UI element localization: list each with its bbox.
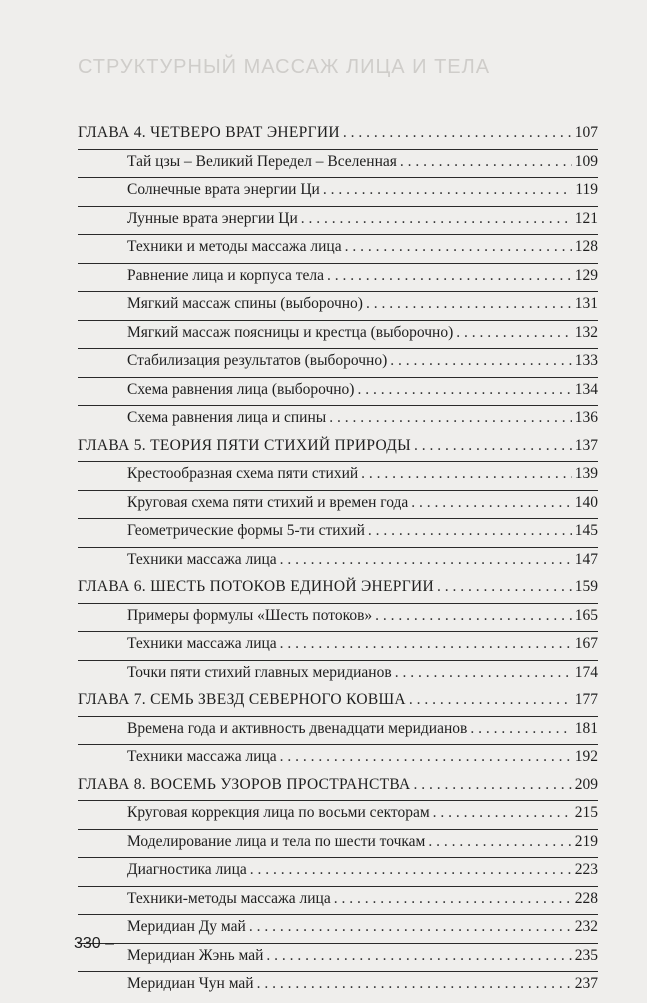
- toc-entry: [78, 975, 598, 1000]
- dot-leader: [375, 607, 572, 625]
- toc-label: Техники и методы массажа лица: [127, 238, 342, 255]
- toc-entry: [78, 238, 598, 264]
- toc-page-number: 128: [574, 238, 598, 255]
- toc-label: Техники массажа лица: [127, 748, 277, 765]
- toc-entry: [78, 607, 598, 633]
- toc-page-number: 107: [574, 124, 598, 141]
- dot-leader: [280, 635, 572, 653]
- toc-entry: [78, 664, 598, 689]
- dot-leader: [395, 664, 572, 682]
- toc-entry: [78, 267, 598, 293]
- toc-label: Равнение лица и корпуса тела: [127, 266, 324, 284]
- toc-page-number: 192: [574, 748, 598, 765]
- dot-leader: [249, 918, 572, 936]
- dot-leader: [433, 804, 572, 822]
- toc-chapter: [78, 578, 598, 604]
- toc-page-number: 232: [574, 918, 598, 935]
- toc-label: Меридиан Ду май: [127, 918, 246, 935]
- dot-leader: [327, 267, 572, 285]
- toc-page-number: 140: [574, 493, 598, 511]
- toc-page-number: 181: [574, 719, 598, 737]
- dot-leader: [345, 238, 572, 256]
- dot-leader: [414, 437, 572, 455]
- running-head: СТРУКТУРНЫЙ МАССАЖ ЛИЦА И ТЕЛА: [78, 56, 491, 78]
- dot-leader: [301, 210, 572, 228]
- dot-leader: [329, 409, 572, 427]
- toc-page-number: 223: [574, 861, 598, 878]
- toc-page-number: 134: [574, 380, 598, 398]
- toc-label: Схема равнения лица и спины: [127, 409, 327, 426]
- toc-page-number: 235: [574, 946, 598, 964]
- toc-entry: [78, 295, 598, 321]
- dot-leader: [411, 494, 571, 512]
- dot-leader: [334, 890, 572, 908]
- toc-page-number: 136: [574, 409, 598, 426]
- toc-page-number: 133: [574, 352, 598, 369]
- toc-entry: [78, 153, 598, 179]
- toc-chapter: [78, 437, 598, 463]
- toc-page-number: 177: [574, 691, 598, 708]
- toc-label: Диагностика лица: [127, 861, 247, 878]
- toc-page-number: 137: [574, 436, 598, 454]
- toc-label: Крестообразная схема пяти стихий: [127, 465, 359, 482]
- toc-label: Меридиан Жэнь май: [127, 946, 264, 964]
- dot-leader: [400, 153, 572, 171]
- toc-entry: [78, 181, 598, 207]
- toc-entry: [78, 720, 598, 746]
- toc-chapter: [78, 124, 598, 150]
- toc-page-number: 165: [574, 606, 598, 624]
- dot-leader: [280, 551, 572, 569]
- toc-entry: [78, 465, 598, 491]
- toc-label: Круговая схема пяти стихий и времен года: [127, 493, 409, 511]
- toc-label: ГЛАВА 8. ВОСЕМЬ УЗОРОВ ПРОСТРАНСТВА: [78, 775, 411, 793]
- toc-label: ГЛАВА 6. ШЕСТЬ ПОТОКОВ ЕДИНОЙ ЭНЕРГИИ: [78, 578, 434, 595]
- dot-leader: [456, 324, 572, 342]
- toc-label: Схема равнения лица (выборочно): [127, 380, 355, 398]
- toc-label: Мягкий массаж поясницы и крестца (выборочно): [127, 323, 454, 341]
- toc-page-number: 109: [574, 152, 598, 170]
- toc-entry: [78, 635, 598, 661]
- toc-entry: [78, 324, 598, 350]
- toc-entry: [78, 381, 598, 407]
- toc-page-number: 159: [574, 578, 598, 595]
- toc-label: ГЛАВА 4. ЧЕТВЕРО ВРАТ ЭНЕРГИИ: [78, 124, 340, 141]
- toc-label: Примеры формулы «Шесть потоков»: [127, 606, 373, 624]
- toc-page-number: 139: [574, 465, 598, 482]
- toc-label: Геометрические формы 5-ти стихий: [127, 522, 365, 539]
- toc-page-number: 147: [574, 550, 598, 568]
- dot-leader: [437, 578, 572, 596]
- toc-label: Техники массажа лица: [127, 550, 277, 568]
- toc-page-number: 174: [574, 663, 598, 681]
- toc-entry: [78, 494, 598, 520]
- toc-entry: [78, 804, 598, 830]
- toc-entry: [78, 551, 598, 576]
- toc-page-number: 132: [574, 323, 598, 341]
- toc-label: Солнечные врата энергии Ци: [127, 181, 320, 198]
- toc-page-number: 215: [574, 804, 598, 821]
- dot-leader: [323, 181, 572, 199]
- dot-leader: [357, 381, 571, 399]
- dot-leader: [409, 691, 572, 709]
- toc-entry: [78, 918, 598, 944]
- toc-page-number: 237: [574, 975, 598, 992]
- dot-leader: [343, 124, 572, 142]
- toc-label: ГЛАВА 7. СЕМЬ ЗВЕЗД СЕВЕРНОГО КОВША: [78, 691, 406, 708]
- toc-page-number: 167: [574, 635, 598, 652]
- dot-leader: [361, 465, 572, 483]
- toc-label: Мягкий массаж спины (выборочно): [127, 295, 363, 312]
- toc-entry: [78, 833, 598, 859]
- toc-entry: [78, 352, 598, 378]
- table-of-contents: [78, 124, 598, 1003]
- dot-leader: [257, 975, 572, 993]
- dot-leader: [414, 776, 572, 794]
- dot-leader: [266, 947, 571, 965]
- dot-leader: [428, 833, 571, 851]
- toc-chapter: [78, 776, 598, 802]
- toc-label: Времена года и активность двенадцати меридианов: [127, 719, 468, 737]
- dot-leader: [366, 295, 572, 313]
- toc-entry: [78, 947, 598, 973]
- toc-label: ГЛАВА 5. ТЕОРИЯ ПЯТИ СТИХИЙ ПРИРОДЫ: [78, 436, 411, 454]
- toc-label: Тай цзы – Великий Передел – Вселенная: [127, 152, 397, 170]
- dot-leader: [250, 861, 572, 879]
- toc-label: Техники-методы массажа лица: [127, 889, 331, 907]
- toc-chapter: [78, 691, 598, 717]
- toc-page-number: 228: [574, 889, 598, 907]
- toc-label: Моделирование лица и тела по шести точкам: [127, 832, 426, 850]
- toc-entry: [78, 409, 598, 434]
- toc-label: Меридиан Чун май: [127, 975, 254, 992]
- toc-label: Стабилизация результатов (выборочно): [127, 352, 388, 369]
- dot-leader: [390, 352, 571, 370]
- toc-label: Техники массажа лица: [127, 635, 277, 652]
- toc-label: Точки пяти стихий главных меридианов: [127, 663, 392, 681]
- toc-page-number: 145: [574, 522, 598, 539]
- page-number: 330 –: [74, 935, 115, 952]
- toc-page-number: 121: [574, 209, 598, 227]
- toc-page-number: 131: [574, 295, 598, 312]
- toc-label: Круговая коррекция лица по восьми секторам: [127, 804, 430, 821]
- toc-page-number: 129: [574, 266, 598, 284]
- dot-leader: [368, 522, 572, 540]
- toc-entry: [78, 210, 598, 236]
- toc-page-number: 119: [575, 181, 598, 198]
- toc-entry: [78, 890, 598, 916]
- toc-page-number: 209: [574, 775, 598, 793]
- dot-leader: [280, 748, 572, 766]
- toc-page-number: 219: [574, 832, 598, 850]
- toc-entry: [78, 861, 598, 887]
- toc-entry: [78, 748, 598, 773]
- toc-entry: [78, 522, 598, 548]
- toc-label: Лунные врата энергии Ци: [127, 209, 298, 227]
- dot-leader: [470, 720, 571, 738]
